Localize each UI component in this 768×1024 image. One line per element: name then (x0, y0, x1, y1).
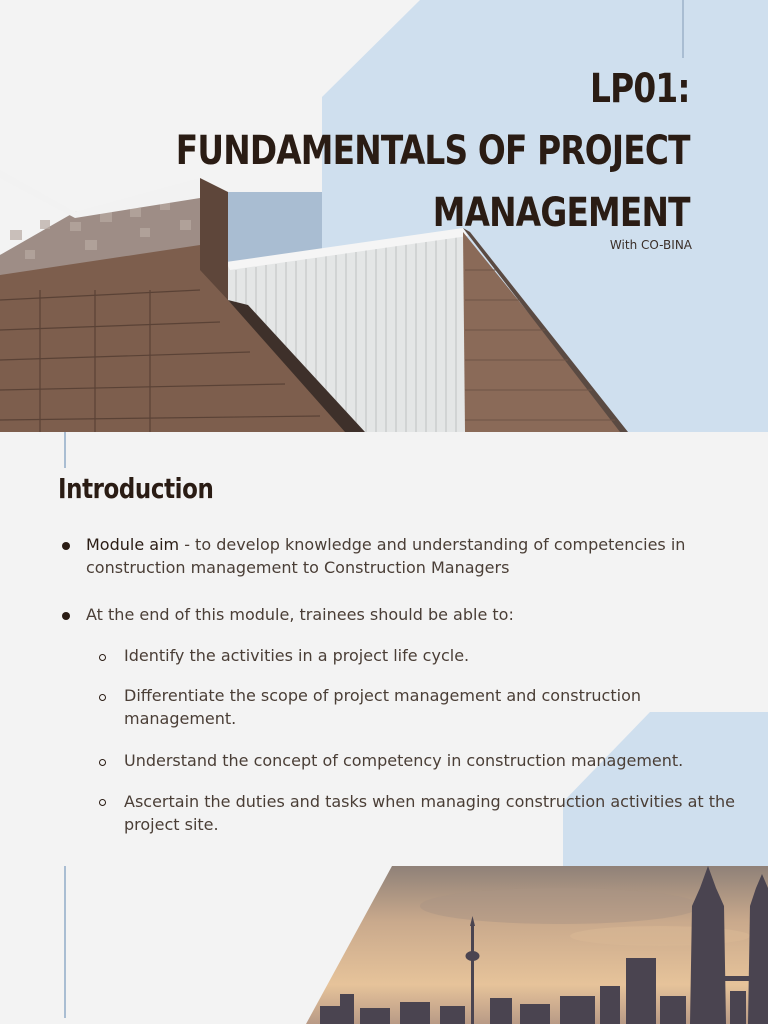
bullet-lead: Module aim (86, 535, 180, 554)
sub-bullet-2: Differentiate the scope of project management and construction (124, 686, 641, 705)
bottom-section (0, 866, 768, 1024)
sub-bullet-dot (99, 799, 106, 806)
skyline-photo (0, 866, 768, 1024)
blue-accent-corner (563, 712, 768, 866)
hero-section (0, 0, 768, 432)
title-block (63, 58, 690, 244)
title-line-1: LP01: (590, 66, 690, 112)
sub-bullet-3: Understand the concept of competency in construction management. (124, 751, 684, 770)
subtitle: With CO-BINA (609, 238, 692, 252)
sub-bullet-4: Ascertain the duties and tasks when managing construction activities at the (124, 792, 736, 811)
sub-bullet-4-line2: project site. (124, 815, 219, 834)
sub-bullet-dot (99, 694, 106, 701)
bullet-text-line2: construction management to Construction Managers (86, 558, 510, 577)
sub-bullet-1: Identify the activities in a project life cycle. (124, 646, 470, 665)
title-line-3: MANAGEMENT (433, 190, 690, 236)
sub-bullet-dot (99, 759, 106, 766)
bullet-dot (62, 542, 70, 550)
bullet-item-module-aim (86, 533, 685, 556)
title-line-2: FUNDAMENTALS OF PROJECT (176, 128, 690, 174)
bullet-text: - to develop knowledge and understanding of competencies in (179, 535, 686, 554)
bullet-dot (62, 612, 70, 620)
sub-bullet-dot (99, 654, 106, 661)
bullet-item-objectives: At the end of this module, trainees should be able to: (86, 605, 514, 624)
section-heading: Introduction (58, 472, 214, 505)
sub-bullet-2-line2: management. (124, 709, 237, 728)
intro-section (0, 432, 768, 866)
